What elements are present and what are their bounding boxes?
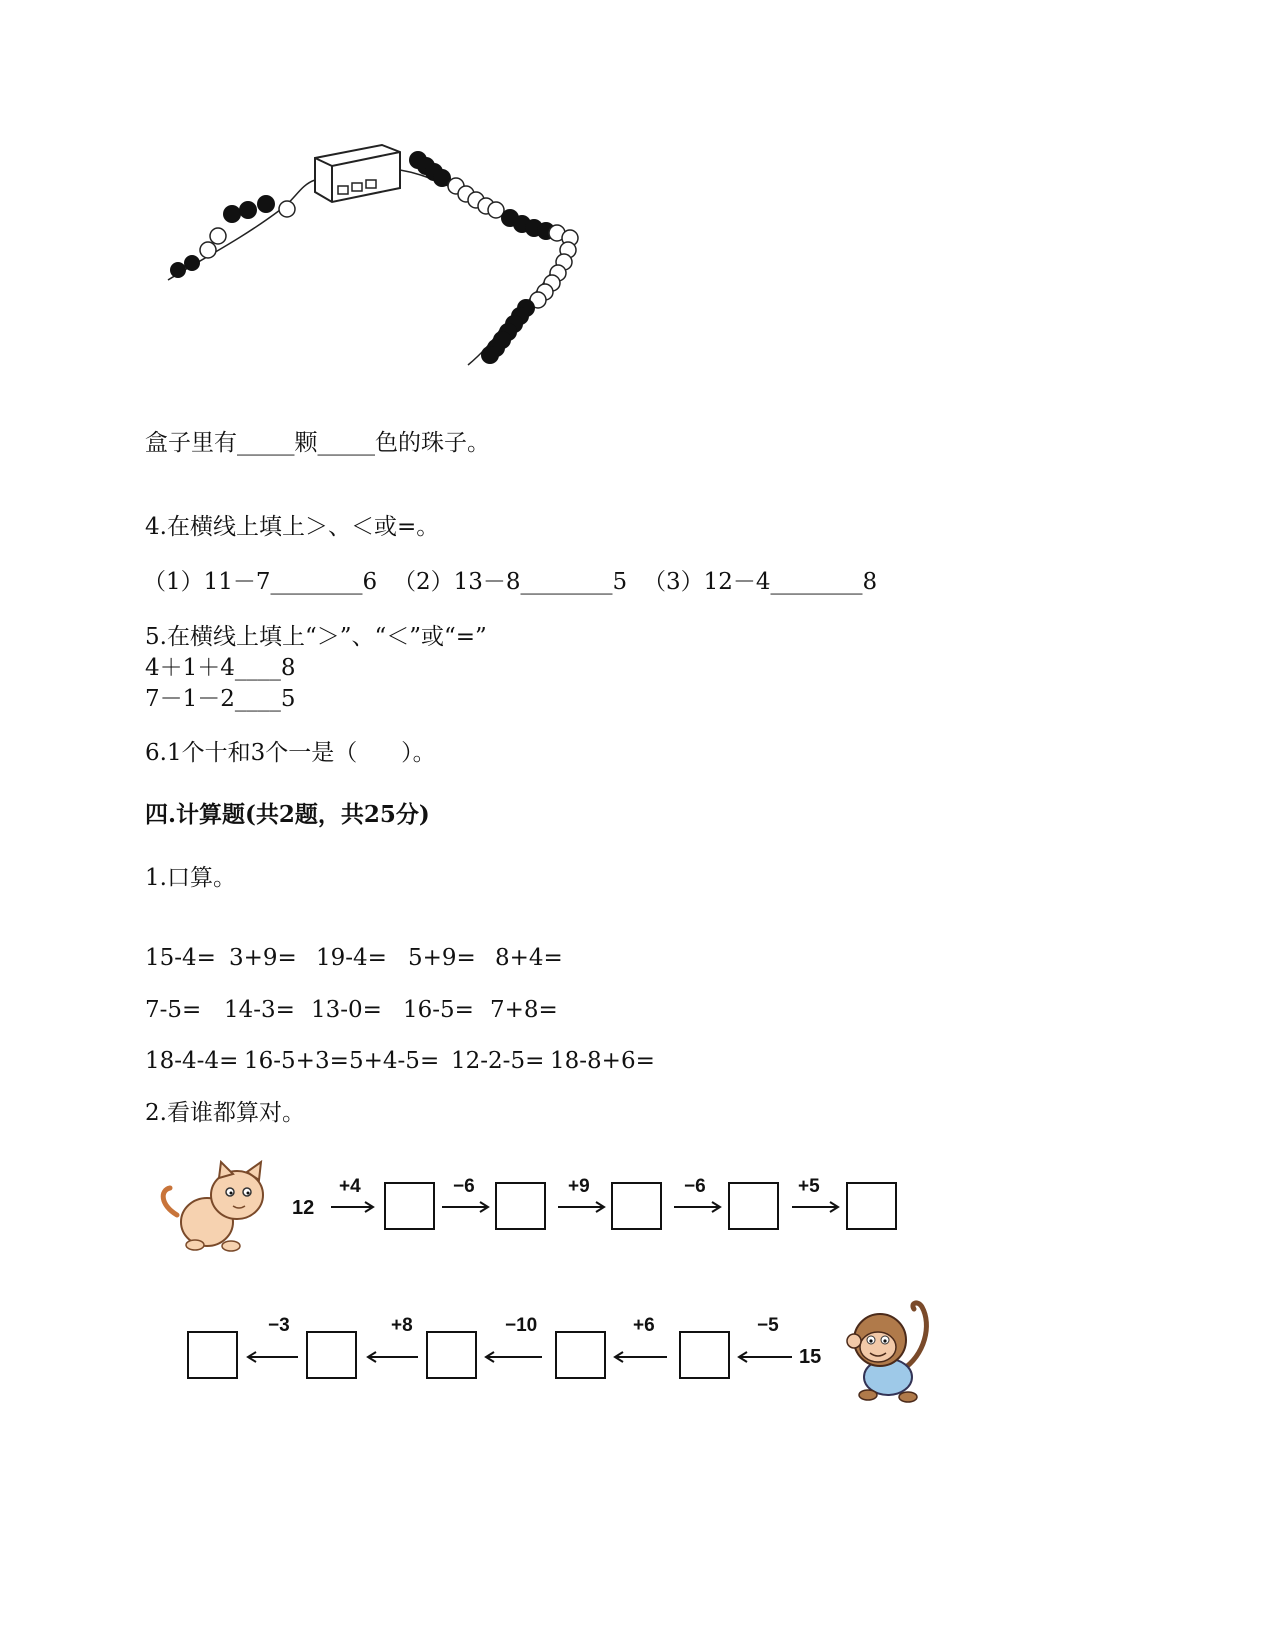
monkey-chain-figure: [180, 1295, 940, 1410]
chain2-op-3: −10: [505, 1315, 538, 1336]
chain1-start: 12: [292, 1197, 315, 1219]
q4-title: 4.在横线上填上＞、＜或=。: [145, 514, 440, 540]
cat-chain-figure: [155, 1160, 915, 1260]
calc-item: 14-3=: [224, 997, 295, 1023]
calc2-title: 2.看谁都算对。: [145, 1100, 305, 1126]
calc-item: 19-4=: [316, 945, 387, 971]
calc1-title: 1.口算。: [145, 865, 236, 891]
calc-item: 5+4-5=: [349, 1048, 440, 1074]
calc-item: 18-4-4=: [145, 1048, 239, 1074]
calc-item: 16-5=: [403, 997, 474, 1023]
calc-item: 5+9=: [408, 945, 476, 971]
calc-item: 7+8=: [490, 997, 558, 1023]
chain1-op-1: +4: [339, 1176, 361, 1197]
q5-line-2: 7－1－2____5: [145, 686, 296, 712]
calc-item: 15-4=: [145, 945, 216, 971]
calc-item: 13-0=: [311, 997, 382, 1023]
chain2-op-2: +8: [391, 1315, 413, 1336]
cat-icon: [163, 1162, 263, 1251]
calc-item: 18-8+6=: [550, 1048, 655, 1074]
calc-item: 12-2-5=: [451, 1048, 545, 1074]
q4-item-1: （1）11－7________6: [143, 569, 378, 595]
chain1-op-2: −6: [453, 1176, 475, 1197]
calc-item: 16-5+3=: [244, 1048, 349, 1074]
calc-item: 7-5=: [145, 997, 202, 1023]
q5-title: 5.在横线上填上“＞”、“＜”或“=”: [145, 624, 487, 650]
bead-string-figure: [160, 130, 600, 380]
chain1-op-4: −6: [684, 1176, 706, 1197]
q5-line-1: 4＋1＋4____8: [145, 655, 296, 681]
q4-item-2: （2）13－8________5: [393, 569, 628, 595]
chain2-op-5: −5: [757, 1315, 779, 1336]
section-heading: 四.计算题(共2题，共25分): [145, 801, 430, 828]
chain2-start: 15: [799, 1346, 822, 1368]
bead-question-text: 盒子里有_____颗_____色的珠子。: [145, 430, 490, 456]
chain2-op-4: +6: [633, 1315, 655, 1336]
q4-item-3: （3）12－4________8: [643, 569, 878, 595]
chain1-op-5: +5: [798, 1176, 820, 1197]
calc-item: 3+9=: [229, 945, 297, 971]
chain1-op-3: +9: [568, 1176, 590, 1197]
calc-item: 8+4=: [495, 945, 563, 971]
chain2-op-1: −3: [268, 1315, 290, 1336]
q6-text: 6.1个十和3个一是（ ）。: [145, 740, 436, 766]
monkey-icon: [847, 1303, 926, 1402]
